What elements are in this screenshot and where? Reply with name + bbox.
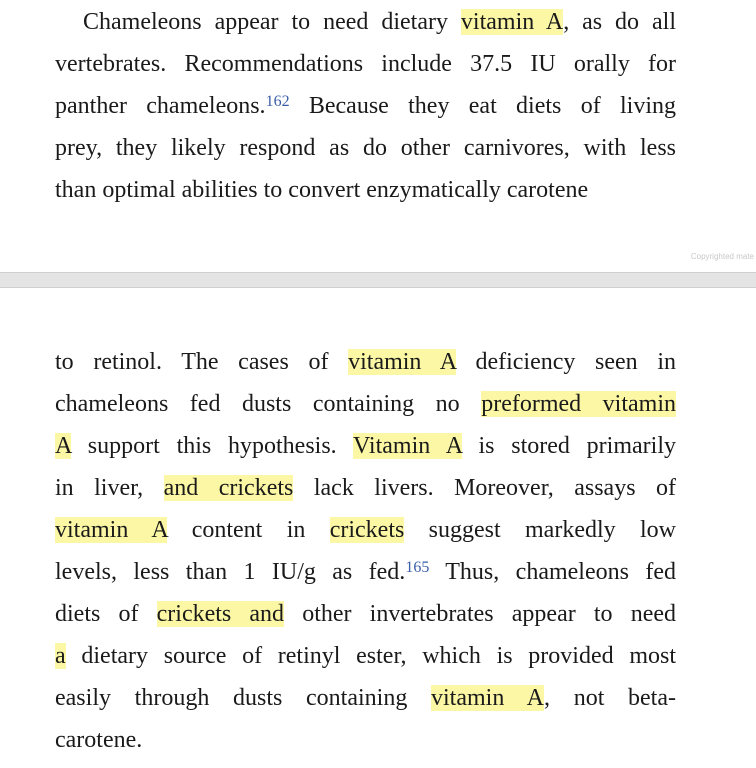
highlighted-text: crickets and [156, 601, 285, 627]
highlighted-text: vitamin A [55, 517, 168, 543]
highlighted-text: and crickets [163, 475, 294, 501]
highlighted-text: vitamin A [348, 349, 456, 375]
page-separator [0, 272, 756, 288]
text-line [55, 341, 676, 383]
text-segment: easily through dusts containing [55, 685, 431, 711]
text-line [55, 43, 676, 85]
highlighted-text: a [55, 643, 66, 669]
text-segment: vertebrates. Recommendations include 37.5 IU orally for [55, 51, 676, 77]
text-segment: in liver, [55, 475, 164, 501]
paragraph-top [55, 1, 676, 211]
text-line [55, 1, 676, 43]
text-line [55, 551, 676, 593]
copyright-watermark: Copyrighted mate [690, 252, 754, 261]
text-line [55, 127, 676, 169]
page-bottom [0, 288, 756, 768]
text-line [55, 593, 676, 635]
text-segment: than optimal abilities to convert enzymatically carotene [55, 177, 589, 203]
text-segment: Chameleons appear to need dietary [83, 9, 461, 35]
text-segment: chameleons fed dusts containing no [55, 391, 482, 417]
highlighted-text: A [55, 433, 72, 459]
text-line [55, 85, 676, 127]
highlighted-text: vitamin A [460, 9, 564, 35]
highlighted-text: vitamin A [431, 685, 545, 711]
reference-superscript[interactable]: 162 [265, 93, 290, 110]
text-segment: content in [167, 517, 330, 543]
paragraph-bottom [55, 341, 676, 761]
highlighted-text: Vitamin A [353, 433, 462, 459]
text-line [55, 425, 676, 467]
text-segment: diets of [55, 601, 157, 627]
text-segment: suggest markedly low [404, 517, 676, 543]
text-line [55, 677, 676, 719]
text-segment: levels, less than 1 IU/g as fed. [55, 559, 406, 585]
text-segment: dietary source of retinyl ester, which is provided most [65, 643, 676, 669]
text-segment: is stored primarily [461, 433, 676, 459]
page-top [0, 0, 756, 272]
text-segment: lack livers. Moreover, assays of [293, 475, 676, 501]
text-line [55, 169, 676, 211]
text-segment: other invertebrates appear to need [284, 601, 676, 627]
text-line [55, 509, 676, 551]
reference-superscript[interactable]: 165 [405, 559, 430, 576]
text-line [55, 467, 676, 509]
text-segment: Thus, chameleons fed [429, 559, 676, 585]
text-segment: carotene. [55, 727, 143, 753]
text-segment: prey, they likely respond as do other carnivores, with less [55, 135, 676, 161]
highlighted-text: crickets [329, 517, 405, 543]
text-line [55, 719, 676, 761]
text-segment: , not beta- [544, 685, 676, 711]
highlighted-text: preformed vitamin [481, 391, 676, 417]
text-segment: deficiency seen in [455, 349, 676, 375]
text-segment: support this hypothesis. [71, 433, 354, 459]
text-line [55, 383, 676, 425]
text-segment: to retinol. The cases of [55, 349, 349, 375]
text-segment: , as do all [563, 9, 676, 35]
text-segment: panther chameleons. [55, 93, 266, 119]
text-line [55, 635, 676, 677]
text-segment: Because they eat diets of living [289, 93, 676, 119]
